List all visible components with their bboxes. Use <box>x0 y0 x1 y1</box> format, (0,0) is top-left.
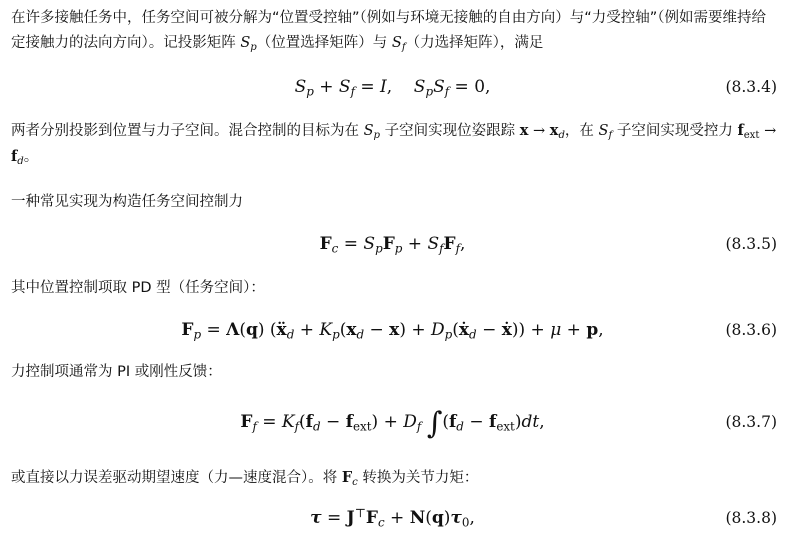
paragraph-joint-torque <box>11 465 777 491</box>
p6-text-b: 转换为关节力矩： <box>357 470 479 486</box>
equation-8-3-6 <box>0 315 785 345</box>
p2-text-c: ，在 <box>564 123 599 139</box>
paragraph-task-space-decomposition <box>11 6 777 56</box>
paragraph-position-control-pd <box>11 276 777 301</box>
p1-text-b: （位置选择矩阵）与 <box>256 35 392 51</box>
p3-text: 一种常见实现为构造任务空间控制力 <box>11 194 243 210</box>
equation-number: (8.3.8) <box>725 509 777 527</box>
p1-text-c: （力选择矩阵），满足 <box>405 35 544 51</box>
equation-8-3-7 <box>0 406 785 441</box>
p2-text-b: 子空间实现位姿跟踪 <box>380 123 520 139</box>
math-Sf: $S_f$ <box>598 123 613 142</box>
equation-8-3-4 <box>0 72 785 102</box>
equation-number: (8.3.5) <box>725 235 777 253</box>
p1-text-a: 在许多接触任务中，任务空间可被分解为“位置受控轴”（例如与环境无接触的自由方向）与“力受控轴”（例如需要维持给定接触力的法向方向）。记投影矩阵 <box>11 10 767 51</box>
equation-8-3-5 <box>0 229 785 259</box>
p2-text-a: 两者分别投影到位置与力子空间。混合控制的目标为在 <box>11 123 364 139</box>
p2-text-e: 。 <box>23 149 39 165</box>
equation-number: (8.3.6) <box>725 321 777 339</box>
math-Sp: $S_p$ <box>240 35 257 54</box>
equation-body: $\tau = J^⊤F_c + N(q)\tau_0$, <box>310 506 475 530</box>
equation-body: $S_p + S_f = I$, $S_pS_f = 0$, <box>294 77 491 99</box>
math-Sp: $S_p$ <box>363 123 381 142</box>
paragraph-common-implementation <box>11 190 777 215</box>
equation-number: (8.3.7) <box>725 413 777 431</box>
equation-8-3-8 <box>0 503 785 533</box>
equation-number: (8.3.4) <box>725 78 777 96</box>
p6-text-a: 或直接以力误差驱动期望速度（力—速度混合）。将 <box>11 470 342 486</box>
paragraph-hybrid-control-goal <box>11 118 777 170</box>
math-x-to-xd: $x \to x_d$ <box>519 122 565 142</box>
p5-text: 力控制项通常为 PI 或刚性反馈： <box>11 364 222 380</box>
paragraph-force-control-pi <box>11 360 777 385</box>
math-fext-to-fd: $f_{ext} \to f_d$ <box>11 122 777 168</box>
equation-body: $F_c = S_pF_p + S_fF_f$, <box>319 234 466 256</box>
p4-text: 其中位置控制项取 PD 型（任务空间）： <box>11 280 265 296</box>
equation-body: $F_f = K_f(f_d - f_{ext}) + D_f$ $\int(f_d - f_{ext})dt$, <box>240 406 545 441</box>
equation-body: $F_p = \Lambda(q)$ (ẍ$_d$ + $K_p(x_d - x)$ + $D_p(ẋ_d$ − ẋ)) + μ + p, <box>181 320 604 342</box>
p2-text-d: 子空间实现受控力 <box>612 123 738 139</box>
math-Sf: $S_f$ <box>391 35 406 54</box>
math-Fc: $F_c$ <box>341 469 358 489</box>
